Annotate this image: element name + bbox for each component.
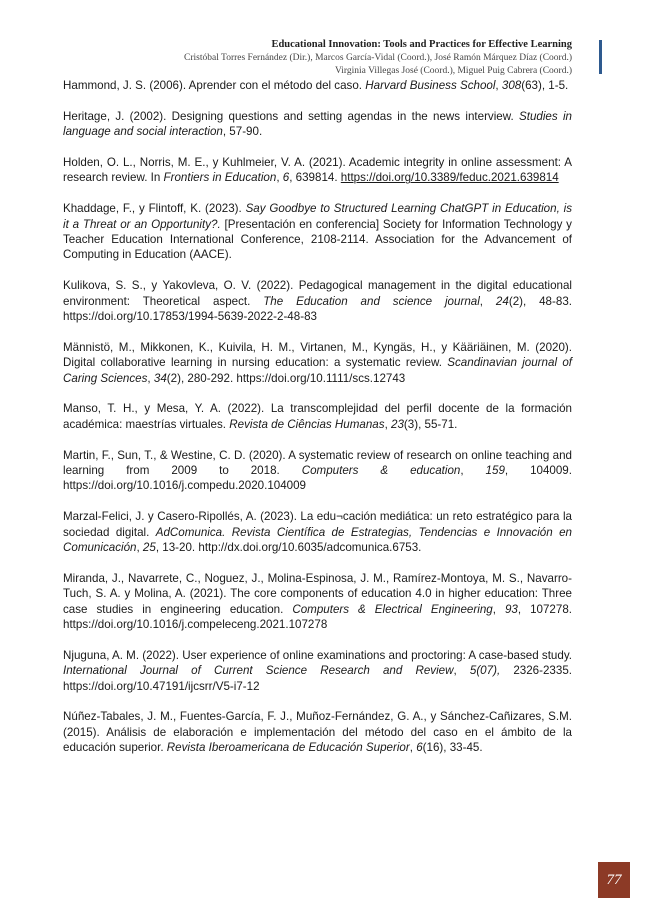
reference-entry bbox=[63, 109, 572, 140]
ref-text: , 104009. https://doi.org/10.1016/j.compedu.2020.104009 bbox=[63, 464, 572, 493]
ref-volume: 23 bbox=[391, 417, 404, 431]
ref-journal: Computers & education bbox=[301, 464, 461, 478]
ref-text: Kulikova, S. S., y Yakovleva, O. V. (2022). Pedagogical management in the digital educational environment: Theoretical aspect. bbox=[63, 279, 572, 308]
ref-text: , 107278. https://doi.org/10.1016/j.compeleceng.2021.107278 bbox=[63, 602, 572, 632]
ref-volume: 6 bbox=[282, 171, 290, 185]
ref-text: Khaddage, F., y Flintoff, K. (2023). bbox=[63, 202, 246, 216]
ref-text: , 639814. bbox=[289, 171, 341, 185]
ref-text: (2), 48-83. https://doi.org/10.17853/1994-5639-2022-2-48-83 bbox=[63, 294, 572, 324]
ref-text: , bbox=[453, 664, 470, 678]
ref-text: (2), 280-292. https://doi.org/10.1111/scs.12743 bbox=[166, 371, 406, 385]
ref-journal: Revista Iberoamericana de Educación Superior bbox=[166, 741, 410, 755]
ref-text: , bbox=[495, 79, 502, 92]
header-accent-bar bbox=[599, 40, 602, 74]
ref-journal: Studies in language and social interaction bbox=[63, 109, 572, 139]
ref-text: , bbox=[384, 417, 392, 431]
ref-journal: International Journal of Current Science Research and Review bbox=[63, 664, 454, 678]
ref-volume: 25 bbox=[142, 541, 156, 555]
ref-text: Männistö, M., Mikkonen, K., Kuivila, H. M., Virtanen, M., Kyngäs, H., y Kääriäinen, M. (2020). Digital collaborative learning in nursing education: a systematic review. bbox=[63, 340, 572, 370]
ref-text: 2326-2335. https://doi.org/10.47191/ijcsrr/V5-i7-12 bbox=[63, 664, 572, 693]
reference-entry bbox=[63, 648, 572, 694]
ref-text: (16), 33-45. bbox=[422, 741, 483, 755]
book-title: Educational Innovation: Tools and Practices for Effective Learning bbox=[271, 39, 572, 50]
page-number: 77 bbox=[606, 871, 622, 888]
ref-text: Núñez-Tabales, J. M., Fuentes-García, F. J., Muñoz-Fernández, G. A., y Sánchez-Cañizares, S.M. (2015). Análisis de elaboración e implementación del método del caso en el ámbito de la educación superior. bbox=[63, 710, 572, 755]
reference-entry bbox=[63, 155, 572, 186]
reference-entry bbox=[63, 78, 572, 93]
doi-link[interactable]: https://doi.org/10.3389/feduc.2021.639814 bbox=[340, 171, 559, 185]
reference-entry bbox=[63, 201, 572, 263]
reference-list bbox=[63, 78, 572, 771]
ref-volume: 93 bbox=[504, 602, 518, 616]
ref-text: , bbox=[460, 464, 486, 478]
ref-text: (63), 1-5. bbox=[521, 79, 569, 92]
ref-journal: Scandinavian journal of Caring Sciences bbox=[63, 356, 573, 385]
ref-title: Say Goodbye to Structured Learning ChatGPT in Education, is it a Threat or an Opportunity?. bbox=[63, 202, 572, 231]
ref-journal: AdComunica. Revista Científica de Estrategias, Tendencias e Innovación en Comunicación bbox=[63, 525, 572, 555]
ref-volume: 159 bbox=[485, 464, 505, 478]
ref-text: , 13-20. http://dx.doi.org/10.6035/adcomunica.6753. bbox=[155, 541, 422, 555]
page-number-badge bbox=[598, 862, 630, 898]
ref-text: Marzal-Felici, J. y Casero-Ripollés, A. (2023). La edu¬cación mediática: un reto estratégico para la sociedad digital. bbox=[63, 510, 572, 539]
reference-entry bbox=[63, 278, 572, 324]
ref-text: Martin, F., Sun, T., & Westine, C. D. (2020). A systematic review of research on online teaching and learning from 2009 to 2018. bbox=[63, 448, 572, 478]
ref-text: Manso, T. H., y Mesa, Y. A. (2022). La transcomplejidad del perfil docente de la formación académica: maestrías virtuales. bbox=[63, 402, 572, 431]
ref-text: [Presentación en conferencia] Society for Information Technology y Teacher Education International Conference, 2108-2114. Association for the Advancement of Computing in Education (AACE). bbox=[63, 217, 572, 262]
reference-entry bbox=[63, 509, 572, 555]
ref-text: (3), 55-71. bbox=[403, 417, 458, 431]
running-header bbox=[132, 38, 572, 79]
ref-text: , bbox=[479, 294, 496, 308]
ref-journal: Revista de Ciências Humanas bbox=[229, 417, 385, 431]
ref-text: , bbox=[492, 602, 505, 616]
ref-volume: 5(07), bbox=[469, 664, 501, 678]
ref-text: , bbox=[276, 171, 283, 185]
ref-text: Heritage, J. (2002). Designing questions and setting agendas in the news interview. bbox=[63, 109, 519, 123]
ref-text: Holden, O. L., Norris, M. E., y Kuhlmeier, V. A. (2021). Academic integrity in online assessment: A research review. In bbox=[63, 156, 572, 185]
ref-journal: The Education and science journal bbox=[263, 294, 480, 308]
ref-journal: Computers & Electrical Engineering bbox=[292, 602, 493, 616]
ref-text: , bbox=[409, 741, 417, 755]
ref-text: , bbox=[147, 371, 154, 385]
reference-entry bbox=[63, 401, 572, 432]
ref-text: Njuguna, A. M. (2022). User experience of online examinations and proctoring: A case-based study. bbox=[63, 648, 572, 662]
ref-volume: 308 bbox=[501, 79, 522, 92]
ref-volume: 34 bbox=[153, 371, 167, 385]
ref-text: , bbox=[136, 541, 143, 555]
editors-line-2: Virginia Villegas José (Coord.), Miguel Puig Cabrera (Coord.) bbox=[334, 66, 572, 76]
ref-volume: 24 bbox=[495, 294, 509, 308]
ref-volume: 6 bbox=[416, 741, 423, 755]
ref-journal: Harvard Business School bbox=[365, 79, 496, 92]
reference-entry bbox=[63, 340, 572, 386]
editors-line-1: Cristóbal Torres Fernández (Dir.), Marcos García-Vidal (Coord.), José Ramón Márquez Díaz (Coord.) bbox=[184, 52, 572, 63]
reference-entry bbox=[63, 709, 572, 755]
ref-text: Miranda, J., Navarrete, C., Noguez, J., Molina-Espinosa, J. M., Ramírez-Montoya, M. S., Navarro-Tuch, S. A. y Molina, A. (2021). The core components of education 4.0 in higher education: Three case studies in engineering education. bbox=[63, 571, 572, 616]
ref-journal: Frontiers in Education bbox=[163, 171, 277, 185]
ref-text: Hammond, J. S. (2006). Aprender con el método del caso. bbox=[63, 79, 366, 92]
ref-text: , 57-90. bbox=[222, 125, 263, 139]
reference-entry bbox=[63, 571, 572, 633]
reference-entry bbox=[63, 448, 572, 494]
